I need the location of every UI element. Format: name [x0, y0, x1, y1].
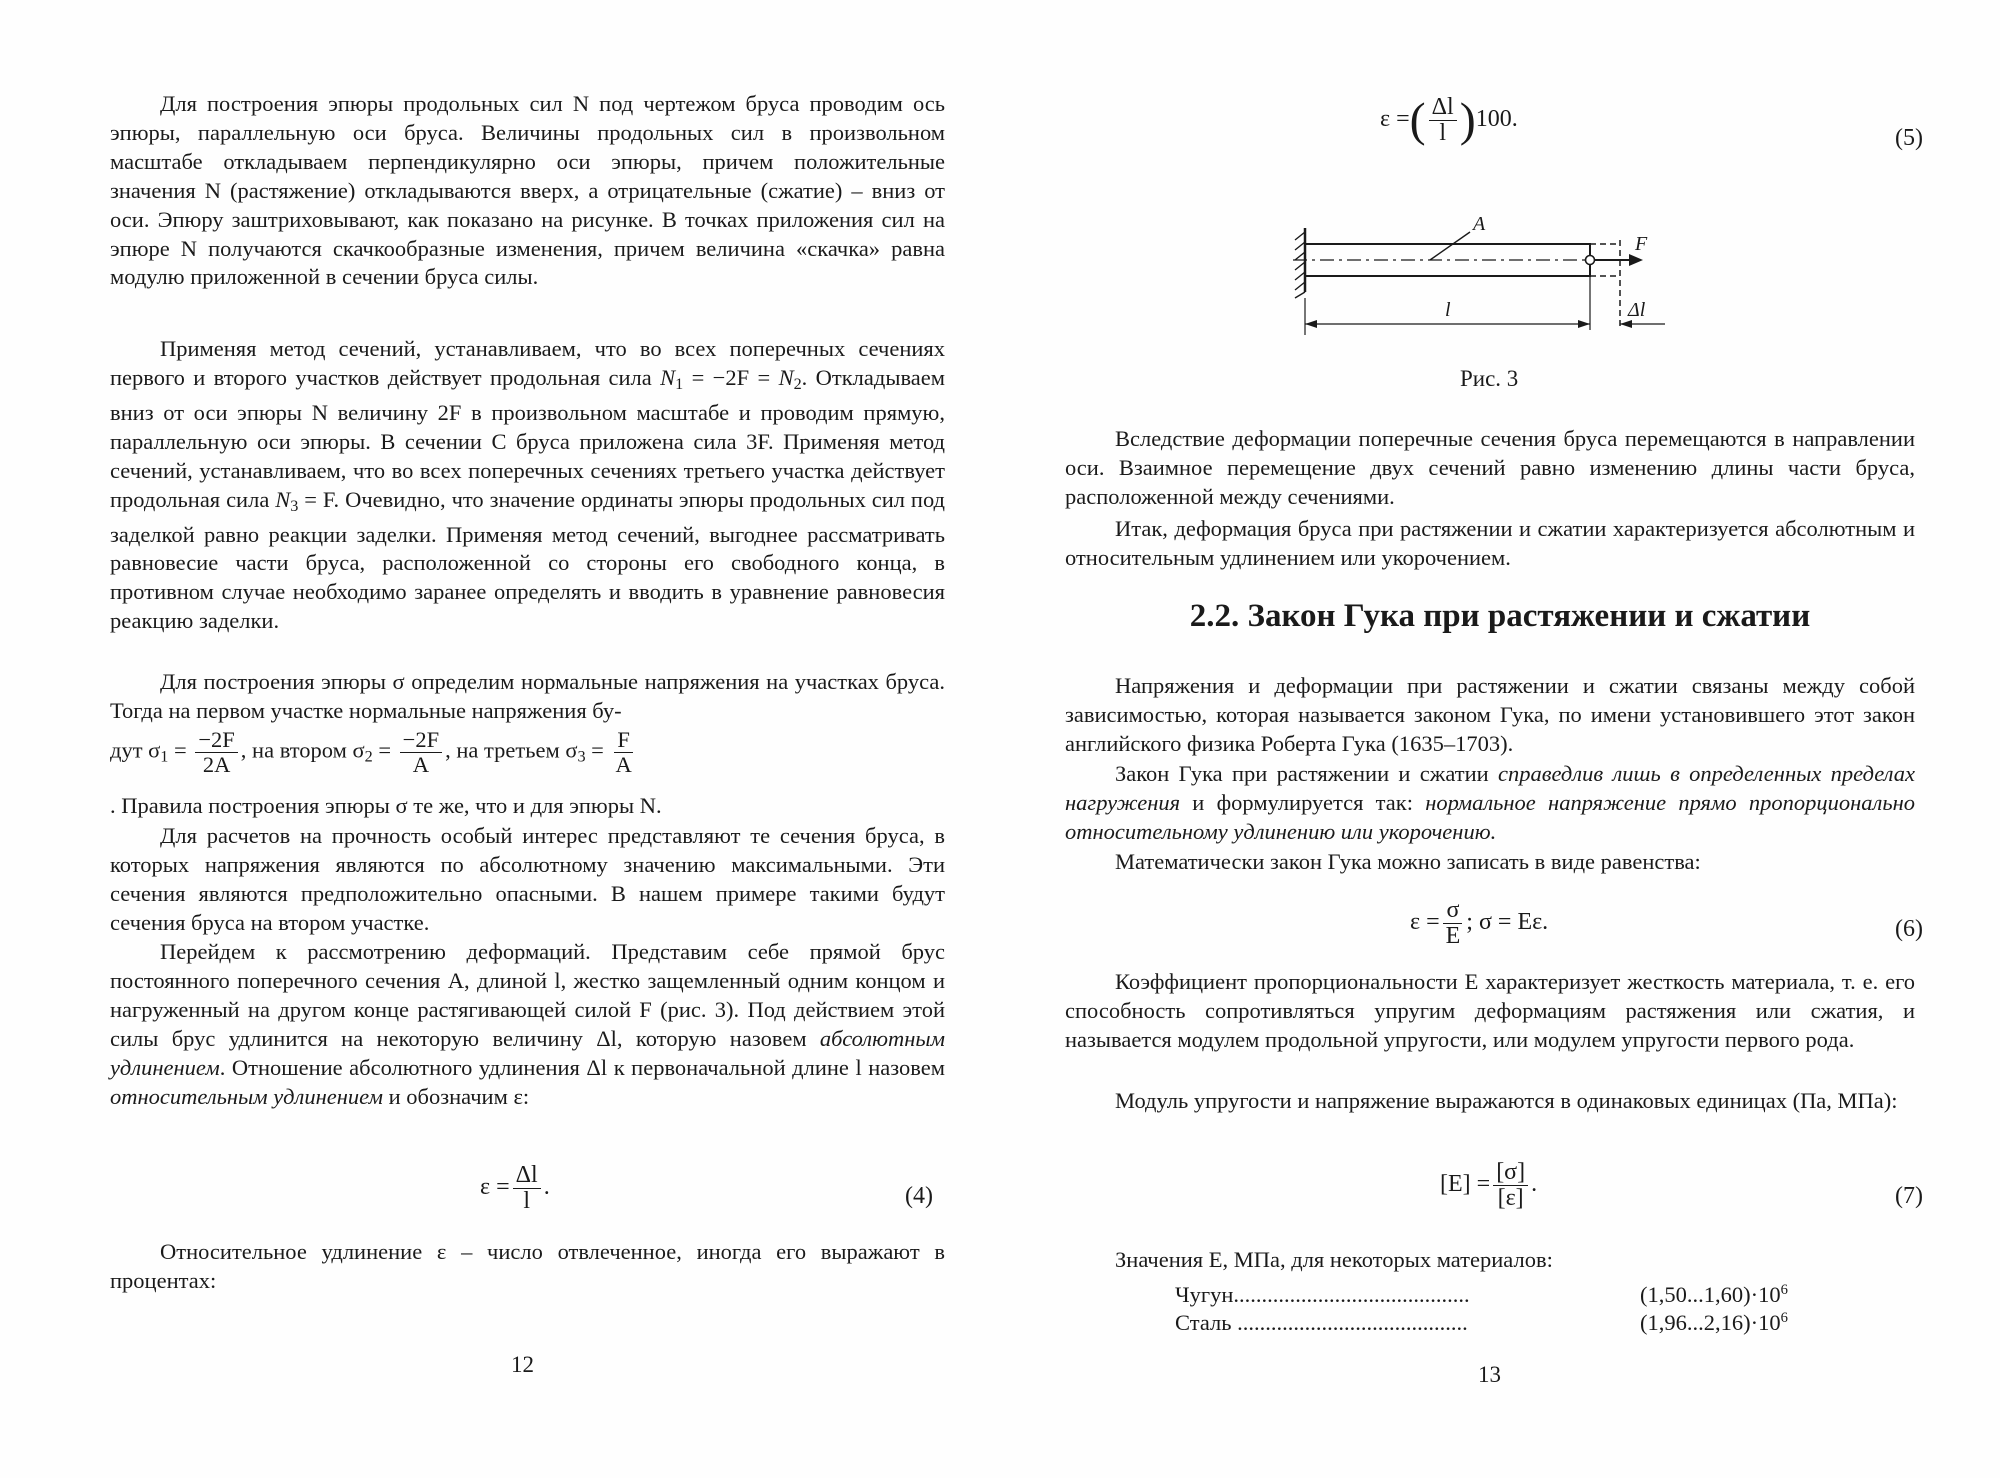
symbol-n1-sub: 1	[675, 374, 684, 393]
right-page	[1000, 0, 2000, 1478]
sigma-2-numerator: −2F	[400, 728, 442, 753]
sigma-2-label: , на втором σ	[240, 737, 365, 763]
left-paragraph-2	[110, 335, 945, 636]
material-value: (1,50...1,60)·10	[1640, 1282, 1781, 1308]
force-arrowhead	[1629, 254, 1643, 266]
right-paragraph-6-text: Коэффициент пропорциональности E характеризует жесткость материала, т. е. его способность сопротивляться упругим деформациям растяжения или сжатия, и называется модулем продольной упругости, или модулем упругости первого рода.	[1065, 969, 1915, 1052]
right-paragraph-2-text: Итак, деформация бруса при растяжении и сжатии характеризуется абсолютным и относительным удлинением или укорочением.	[1065, 516, 1915, 570]
sigma-1-fraction	[195, 728, 237, 776]
sigma-3-fraction	[613, 728, 635, 776]
page-number-right: 13	[1478, 1362, 1501, 1387]
formula-5-lhs: ε =	[1380, 106, 1410, 133]
left-p5-text-b: . Отношение абсолютного удлинения Δl к первоначальной длине l назовем	[219, 1054, 945, 1080]
right-paragraph-1-text: Вследствие деформации поперечные сечения бруса перемещаются в направлении оси. Взаимное перемещение двух сечений равно изменению длины части бруса, расположенной между сечениями.	[1065, 426, 1915, 509]
formula-4-dot: .	[543, 1174, 550, 1201]
equals-1: =	[168, 737, 193, 763]
left-p5-text-a: Перейдем к рассмотрению деформаций. Представим себе прямой брус постоянного поперечного сечения A, длиной l, жестко защемленный одним концом и нагруженный на другом конце растягивающей силой F (рис. 3). Под действием этой силы брус удлинится на некоторую величину Δl, которую назовем	[110, 939, 945, 1051]
right-paragraph-8	[1065, 1246, 1915, 1275]
material-value: (1,96...2,16)·10	[1640, 1310, 1781, 1336]
section-title: 2.2. Закон Гука при растяжении и сжатии	[1189, 598, 1811, 634]
right-p4-text-a: Закон Гука при растяжении и сжатии	[1115, 761, 1498, 786]
sigma-3-sub: 3	[577, 747, 586, 766]
sigma-1-label: дут σ	[110, 737, 161, 763]
leader-dots: ..........................................	[1233, 1282, 1470, 1307]
formula-6-fraction	[1443, 898, 1464, 949]
sigma-1-denominator: 2A	[202, 751, 231, 777]
term-relative-elongation: относительным удлинением	[110, 1083, 383, 1109]
symbol-n2-sub: 2	[793, 374, 802, 393]
right-p4-text-b: и формулируется так:	[1180, 789, 1426, 815]
right-p4-italic-1: справедлив лишь в определенных пределах нагружения	[1065, 761, 1916, 815]
figure-3-bar-diagram	[1285, 210, 1705, 350]
left-paragraph-6	[110, 1238, 945, 1296]
left-paragraph-1-text: Для построения эпюры продольных сил N под чертежом бруса проводим ось эпюры, параллельную оси бруса. Величины продольных сил в произвольном масштабе откладываем перпендикулярно оси эпюры, причем положительные значения N (растяжение) откладываются вверх, а отрицательные (сжатие) – вниз от оси. Эпюру заштриховывают, как показано на рисунке. В точках приложения сил на эпюре N получаются скачкообразные изменения, причем величина «скачка» равна модулю приложенной в сечении бруса силы.	[110, 91, 945, 290]
figure-label-a: A	[1473, 213, 1486, 235]
formula-6-number: (6)	[1895, 916, 1923, 942]
left-paragraph-3	[110, 668, 945, 726]
sigma-formula-line	[110, 728, 945, 776]
formula-7-numerator: [σ]	[1493, 1160, 1528, 1186]
material-row-steel	[1175, 1310, 1468, 1336]
figure-label-delta-l: Δl	[1628, 299, 1646, 321]
dim-l-arrow-left	[1305, 320, 1317, 328]
figure-3-caption: Рис. 3	[1460, 366, 1519, 391]
sigma-1-numerator: −2F	[195, 728, 237, 753]
formula-7-number: (7)	[1895, 1183, 1923, 1209]
formula-5-right-paren: )	[1459, 93, 1476, 147]
formula-7-dot: .	[1531, 1171, 1538, 1198]
formula-6-lhs: ε =	[1410, 909, 1440, 936]
sigma-2-sub: 2	[364, 747, 373, 766]
symbol-n3: N	[275, 486, 291, 512]
left-paragraph-3-end	[110, 792, 945, 821]
left-p2-text-b: . Откладываем вниз от оси эпюры N величину 2F в произвольном масштабе и проводим прямую, параллельную оси эпюры. В сечении C бруса приложена сила 3F. Применяя метод сечений, устанавливаем, что во всех поперечных сечениях третьего участка действует продольная сила	[110, 364, 945, 512]
formula-5-numerator: Δl	[1429, 95, 1457, 121]
right-paragraph-3	[1065, 672, 1915, 759]
dim-l-arrow-right	[1578, 320, 1590, 328]
left-paragraph-1	[110, 90, 945, 292]
material-exponent: 6	[1780, 1310, 1788, 1326]
formula-5-left-paren: (	[1409, 93, 1426, 147]
symbol-n1: N	[660, 364, 676, 390]
left-p2-text-c: . Очевидно, что значение ординаты эпюры продольных сил под заделкой равно реакции заделки. Применяя метод сечений, выгоднее рассматривать равновесие части бруса, расположенной со стороны его свободного конца, в противном случае необходимо заранее определять и вводить в уравнение равновесия реакцию заделки.	[110, 486, 945, 634]
right-paragraph-2	[1065, 515, 1915, 573]
right-paragraph-5	[1065, 848, 1915, 877]
material-name: Сталь	[1175, 1310, 1232, 1335]
formula-5-number: (5)	[1895, 125, 1923, 151]
leader-dots: .........................................	[1231, 1310, 1468, 1335]
left-paragraph-4-text: Для расчетов на прочность особый интерес представляют те сечения бруса, в которых напряжения являются по абсолютному значению максимальными. Эти сечения являются предположительно опасными. В нашем примере такими будут сечения бруса на втором участке.	[110, 823, 945, 935]
right-paragraph-8-text: Значения E, МПа, для некоторых материалов:	[1115, 1247, 1553, 1272]
formula-6-denominator: E	[1445, 923, 1461, 950]
figure-label-f: F	[1635, 233, 1648, 255]
formula-5-denominator: l	[1439, 120, 1446, 147]
sigma-3-label: , на третьем σ	[445, 737, 578, 763]
formula-4	[480, 1163, 550, 1223]
sigma-2-denominator: A	[412, 751, 430, 777]
equals-3: =	[585, 737, 610, 763]
right-paragraph-7	[1065, 1087, 1915, 1116]
left-p3-text-b: . Правила построения эпюры σ те же, что и для эпюры N.	[110, 793, 662, 818]
formula-5-fraction	[1429, 95, 1457, 146]
load-point	[1586, 256, 1595, 265]
formula-6	[1410, 898, 1548, 958]
symbol-n2: N	[778, 364, 794, 390]
formula-7-lhs: [E] =	[1440, 1171, 1491, 1198]
left-paragraph-5	[110, 938, 945, 1111]
eq-n1-n2: = −2F =	[683, 364, 779, 390]
right-paragraph-7-text: Модуль упругости и напряжение выражаются в одинаковых единицах (Па, МПа):	[1115, 1088, 1898, 1113]
equals-2: =	[372, 737, 397, 763]
right-paragraph-1	[1065, 425, 1915, 512]
material-exponent: 6	[1780, 1282, 1788, 1298]
symbol-n3-sub: 3	[290, 496, 299, 515]
formula-4-fraction	[513, 1163, 541, 1214]
left-p5-text-c: и обозначим ε:	[382, 1083, 530, 1109]
wall-hatching	[1295, 232, 1305, 298]
page-number-left: 12	[511, 1352, 534, 1377]
sigma-3-numerator: F	[614, 728, 633, 753]
sigma-3-denominator: A	[615, 751, 632, 777]
right-paragraph-5-text: Математически закон Гука можно записать в виде равенства:	[1115, 849, 1701, 874]
right-paragraph-6	[1065, 968, 1915, 1055]
formula-4-denominator: l	[523, 1188, 531, 1215]
formula-6-rhs: ; σ = Eε.	[1466, 909, 1549, 936]
right-paragraph-4	[1065, 760, 1915, 847]
left-p2-text-a: Применяя метод сечений, устанавливаем, что во всех поперечных сечениях первого и второго участков действует продольная сила	[110, 336, 945, 390]
formula-7	[1440, 1160, 1537, 1220]
formula-4-numerator: Δl	[513, 1163, 541, 1189]
formula-5	[1380, 95, 1518, 155]
right-paragraph-3-text: Напряжения и деформации при растяжении и сжатии связаны между собой зависимостью, которая называется законом Гука, по имени установившего этот закон английского физика Роберта Гука (1635–1703).	[1065, 673, 1915, 756]
label-a-leader	[1430, 232, 1470, 260]
formula-7-fraction	[1493, 1160, 1528, 1211]
left-p3-text-a: Для построения эпюры σ определим нормальные напряжения на участках бруса. Тогда на первом участке нормальные напряжения бу-	[110, 669, 945, 723]
formula-4-number: (4)	[905, 1183, 933, 1209]
right-p4-italic-2: нормальное напряжение прямо пропорционально относительному удлинению или укорочению.	[1065, 789, 1915, 844]
material-value-cast-iron	[1640, 1282, 1788, 1308]
term-absolute-elongation: абсолютным удлинением	[110, 1025, 945, 1080]
formula-4-lhs: ε =	[480, 1174, 510, 1201]
formula-6-numerator: σ	[1443, 898, 1462, 924]
figure-label-l: l	[1445, 299, 1451, 321]
material-name: Чугун	[1175, 1282, 1234, 1307]
formula-5-rhs: 100.	[1475, 106, 1518, 133]
left-paragraph-6-text: Относительное удлинение ε – число отвлеченное, иногда его выражают в процентах:	[110, 1239, 945, 1293]
dim-dl-arrow	[1620, 320, 1632, 328]
sigma-1-sub: 1	[160, 747, 169, 766]
material-value-steel	[1640, 1310, 1788, 1336]
left-paragraph-4	[110, 822, 945, 938]
eq-n3: = F	[298, 486, 334, 512]
sigma-2-fraction	[400, 728, 442, 776]
formula-7-denominator: [ε]	[1497, 1185, 1524, 1212]
material-row-cast-iron	[1175, 1282, 1470, 1308]
